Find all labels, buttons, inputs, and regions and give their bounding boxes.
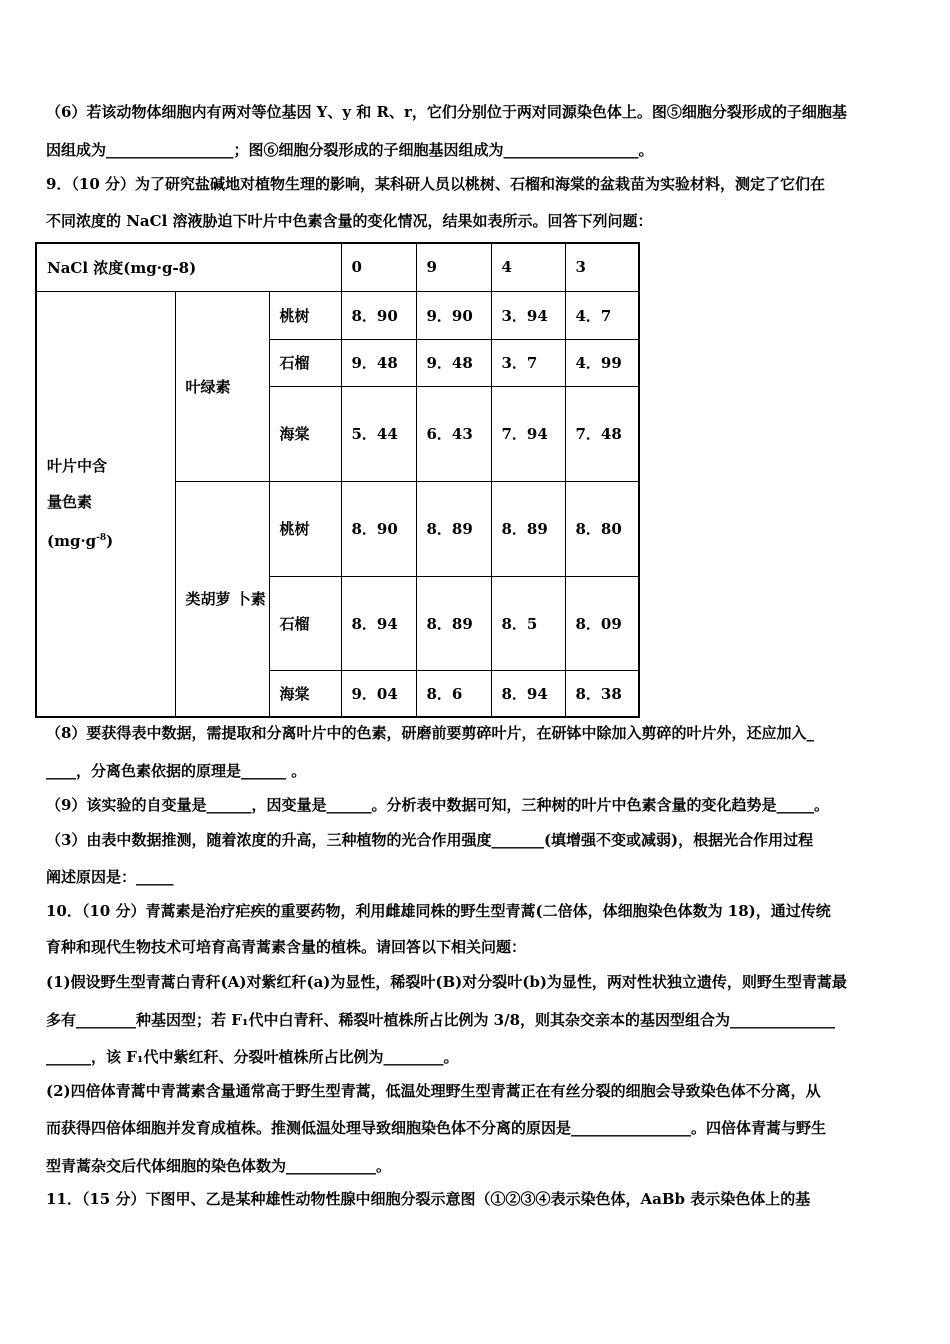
value-cell: 8．5 [491, 576, 565, 670]
value-cell: 7．94 [491, 386, 565, 481]
question-9-3-line-1: （3）由表中数据推测，随着浓度的升高，三种植物的光合作用强度_______(填增强不变或减弱)，根据光合作用过程 [46, 831, 814, 849]
plant-cell: 海棠 [269, 386, 341, 481]
value-cell: 8．90 [341, 481, 416, 576]
unit-exponent: -8 [96, 533, 107, 544]
value-cell: 3．94 [491, 291, 565, 339]
value-cell: 6．43 [416, 386, 491, 481]
unit-text: (mg·g [47, 532, 97, 551]
question-10-line-2: 育种和现代生物技术可培育高青蒿素含量的植株。请回答以下相关问题： [46, 938, 527, 956]
value-cell: 8．89 [491, 481, 565, 576]
value-cell: 8．89 [416, 481, 491, 576]
row-group-label-2: 量色素 [47, 493, 93, 512]
value-cell: 5．44 [341, 386, 416, 481]
value-cell: 9．90 [416, 291, 491, 339]
value-cell: 9．48 [416, 339, 491, 386]
value-cell: 8．89 [416, 576, 491, 670]
question-9-line-2: 不同浓度的 NaCl 溶液胁迫下叶片中色素含量的变化情况，结果如表所示。回答下列问题： [46, 212, 653, 230]
value-cell: 8．38 [565, 670, 639, 717]
table-header-cell: 4 [491, 243, 565, 291]
table-header-label: NaCl 浓度(mg·g-8) [36, 243, 341, 291]
question-10-2-line-2: 而获得四倍体细胞并发育成植株。推测低温处理导致细胞染色体不分离的原因是________________。四倍体青蒿与野生 [46, 1119, 827, 1137]
value-cell: 7．48 [565, 386, 639, 481]
value-cell: 8．94 [341, 576, 416, 670]
question-10-1-line-2: 多有________种基因型；若 F₁代中白青秆、稀裂叶植株所占比例为 3/8，则其杂交亲本的基因型组合为______________ [46, 1011, 836, 1029]
plant-cell: 石榴 [269, 576, 341, 670]
question-10-2-line-3: 型青蒿杂交后代体细胞的染色体数为____________。 [46, 1157, 392, 1175]
pigment-label: 叶绿素 [175, 291, 269, 481]
value-cell: 8．6 [416, 670, 491, 717]
value-cell: 8．90 [341, 291, 416, 339]
table-header-cell: 9 [416, 243, 491, 291]
value-cell: 9．04 [341, 670, 416, 717]
row-group-unit [47, 520, 175, 559]
plant-cell: 海棠 [269, 670, 341, 717]
question-10-line-1: 10．（10 分）青蒿素是治疗疟疾的重要药物，利用雌雄同株的野生型青蒿(二倍体，体细胞染色体数为 18)，通过传统 [46, 902, 831, 920]
question-10-1-line-3: ______，该 F₁代中紫红秆、分裂叶植株所占比例为________。 [46, 1048, 459, 1066]
row-group-label [36, 291, 175, 717]
plant-cell: 桃树 [269, 291, 341, 339]
unit-close: ) [106, 532, 114, 551]
question-9-8-line-2: ____，分离色素依据的原理是______ 。 [46, 762, 307, 780]
value-cell: 4．99 [565, 339, 639, 386]
question-9-9-line: （9）该实验的自变量是______，因变量是______。分析表中数据可知，三种树的叶片中色素含量的变化趋势是_____。 [46, 796, 829, 814]
question-9-3-line-2: 阐述原因是：_____ [46, 868, 174, 886]
question-6-line-2: 因组成为_________________；图⑥细胞分裂形成的子细胞基因组成为__________________。 [46, 141, 654, 159]
plant-cell: 石榴 [269, 339, 341, 386]
row-group-label-1: 叶片中含 [47, 457, 108, 476]
value-cell: 8．94 [491, 670, 565, 717]
table-header-cell: 3 [565, 243, 639, 291]
pigment-table [35, 242, 640, 718]
question-6-line-1: （6）若该动物体细胞内有两对等位基因 Y、y 和 R、r，它们分别位于两对同源染色体上。图⑤细胞分裂形成的子细胞基 [46, 103, 847, 121]
question-11-line-1: 11．（15 分）下图甲、乙是某种雄性动物性腺中细胞分裂示意图（①②③④表示染色体，AaBb 表示染色体上的基 [46, 1190, 811, 1208]
value-cell: 8．09 [565, 576, 639, 670]
pigment-label: 类胡萝 卜素 [175, 481, 269, 717]
question-10-1-line-1: (1)假设野生型青蒿白青秆(A)对紫红秆(a)为显性，稀裂叶(B)对分裂叶(b)为显性，两对性状独立遗传，则野生型青蒿最 [46, 973, 847, 991]
value-cell: 9．48 [341, 339, 416, 386]
question-9-8-line-1: （8）要获得表中数据，需提取和分离叶片中的色素，研磨前要剪碎叶片，在研钵中除加入剪碎的叶片外，还应加入_ [46, 724, 814, 742]
table-header-cell: 0 [341, 243, 416, 291]
question-10-2-line-1: (2)四倍体青蒿中青蒿素含量通常高于野生型青蒿，低温处理野生型青蒿正在有丝分裂的细胞会导致染色体不分离，从 [46, 1082, 821, 1100]
plant-cell: 桃树 [269, 481, 341, 576]
question-9-line-1: 9．（10 分）为了研究盐碱地对植物生理的影响，某科研人员以桃树、石榴和海棠的盆栽苗为实验材料，测定了它们在 [46, 175, 826, 193]
value-cell: 4．7 [565, 291, 639, 339]
value-cell: 3．7 [491, 339, 565, 386]
value-cell: 8．80 [565, 481, 639, 576]
